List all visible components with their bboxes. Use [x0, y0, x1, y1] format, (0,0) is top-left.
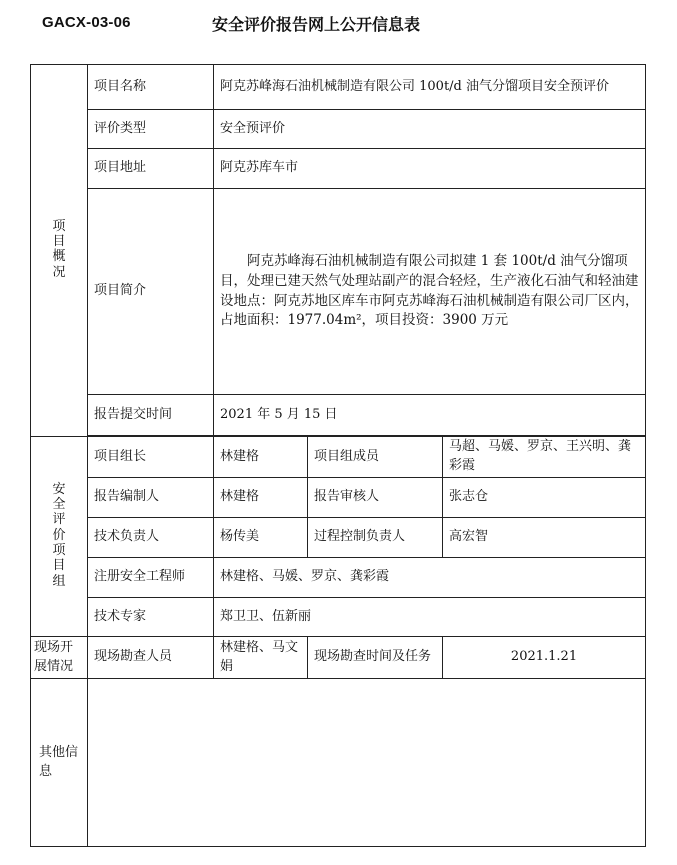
value-leader: 林建格 — [214, 437, 308, 478]
value-experts: 郑卫卫、伍新丽 — [214, 598, 646, 637]
label-process-lead: 过程控制负责人 — [308, 518, 443, 558]
value-members: 马超、马媛、罗京、王兴明、龚彩霞 — [443, 437, 646, 478]
row-other — [31, 679, 646, 847]
row-engineers — [31, 558, 646, 598]
row-tech-lead — [31, 518, 646, 558]
label-author: 报告编制人 — [88, 478, 214, 518]
value-process-lead: 高宏智 — [443, 518, 646, 558]
row-project-name — [31, 65, 646, 110]
label-project-name: 项目名称 — [88, 65, 214, 110]
info-table — [30, 64, 646, 847]
row-submit-date — [31, 395, 646, 436]
label-surveyors: 现场勘查人员 — [88, 637, 214, 679]
label-members: 项目组成员 — [308, 437, 443, 478]
value-reviewer: 张志仓 — [443, 478, 646, 518]
row-intro — [31, 189, 646, 395]
value-author: 林建格 — [214, 478, 308, 518]
document-code: GACX-03-06 — [42, 14, 131, 31]
document-title: 安全评价报告网上公开信息表 — [212, 15, 421, 34]
label-experts: 技术专家 — [88, 598, 214, 637]
label-reviewer: 报告审核人 — [308, 478, 443, 518]
row-leader — [31, 437, 646, 478]
section-other: 其他信息 — [31, 679, 88, 847]
label-intro: 项目简介 — [88, 189, 214, 395]
value-surveyors: 林建格、马文娟 — [214, 637, 308, 679]
label-survey-time: 现场勘查时间及任务 — [308, 637, 443, 679]
label-leader: 项目组长 — [88, 437, 214, 478]
value-tech-lead: 杨传美 — [214, 518, 308, 558]
row-address — [31, 149, 646, 189]
value-engineers: 林建格、马媛、罗京、龚彩霞 — [214, 558, 646, 598]
section-team: 安全评价项目组 — [31, 437, 88, 637]
section-site: 现场开展情况 — [31, 637, 88, 679]
value-address: 阿克苏库车市 — [214, 149, 646, 189]
value-submit-date: 2021 年 5 月 15 日 — [214, 395, 646, 436]
label-engineers: 注册安全工程师 — [88, 558, 214, 598]
label-tech-lead: 技术负责人 — [88, 518, 214, 558]
row-author — [31, 478, 646, 518]
value-survey-time: 2021.1.21 — [443, 637, 646, 679]
value-intro: 阿克苏峰海石油机械制造有限公司拟建 1 套 100t/d 油气分馏项目，处理已建天然气处理站副产的混合轻烃，生产液化石油气和轻油建设地点：阿克苏地区库车市阿克苏峰海石油机械制造有限公司厂区内，占地面积：1977.04m²，项目投资：3900 万元 — [214, 189, 646, 395]
row-experts — [31, 598, 646, 637]
value-other — [88, 679, 646, 847]
row-site — [31, 637, 646, 679]
section-overview: 项目概况 — [31, 65, 88, 437]
value-project-name: 阿克苏峰海石油机械制造有限公司 100t/d 油气分馏项目安全预评价 — [214, 65, 646, 110]
value-eval-type: 安全预评价 — [214, 110, 646, 149]
label-submit-date: 报告提交时间 — [88, 395, 214, 436]
row-eval-type — [31, 110, 646, 149]
label-eval-type: 评价类型 — [88, 110, 214, 149]
label-address: 项目地址 — [88, 149, 214, 189]
